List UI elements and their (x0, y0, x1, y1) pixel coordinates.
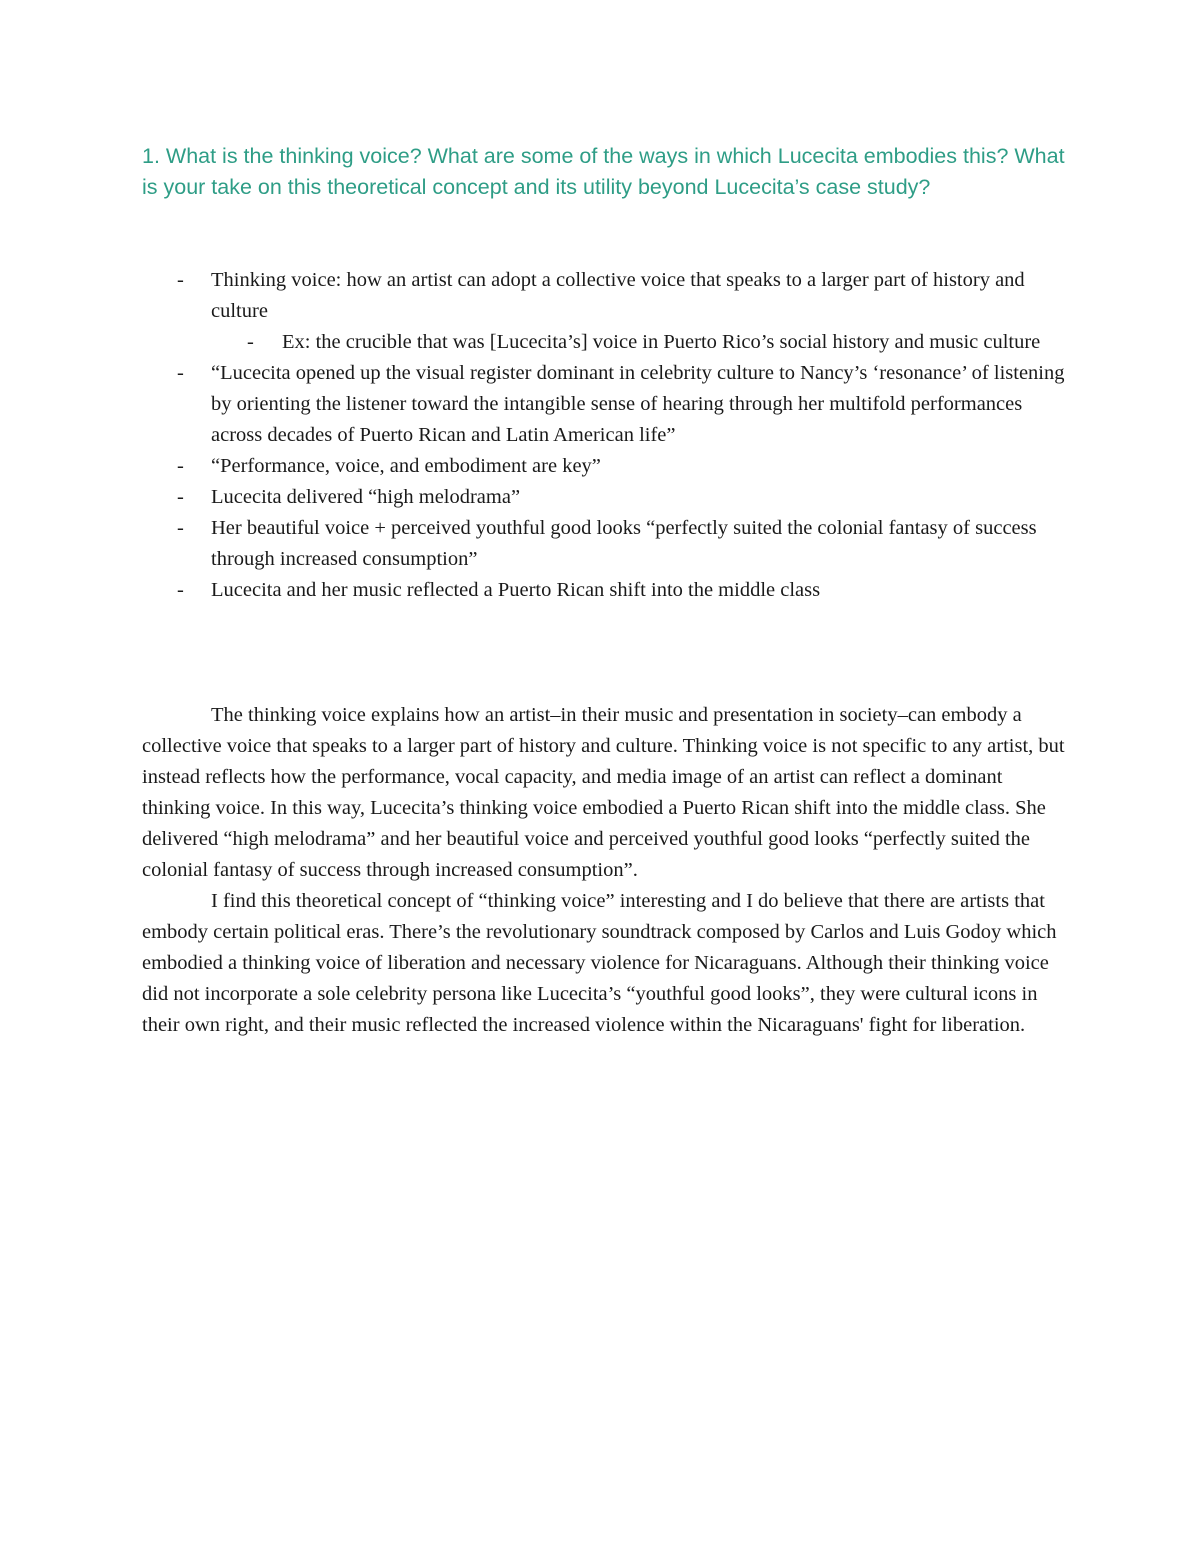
notes-bullet-list (142, 265, 1072, 606)
essay-paragraph: I find this theoretical concept of “thinking voice” interesting and I do believe that there are artists that embody certain political eras. There’s the revolutionary soundtrack composed by Carlos and Luis Godoy which embodied a thinking voice of liberation and necessary violence for Nicaraguans. Although their thinking voice did not incorporate a sole celebrity persona like Lucecita’s “youthful good looks”, they were cultural icons in their own right, and their music reflected the increased violence within the Nicaraguans' fight for liberation. (142, 890, 1057, 1036)
bullet-item: - “Performance, voice, and embodiment are key” (142, 451, 1072, 482)
bullet-item: - Lucecita and her music reflected a Puerto Rican shift into the middle class (142, 575, 1072, 606)
bullet-item: - “Lucecita opened up the visual register dominant in celebrity culture to Nancy’s ‘resonance’ of listening by orienting the listener toward the intangible sense of hearing through her multifold performances across decades of Puerto Rican and Latin American life” (142, 358, 1072, 451)
essay-body (142, 700, 1072, 1041)
bullet-item: - Her beautiful voice + perceived youthful good looks “perfectly suited the colonial fantasy of success through increased consumption” (142, 513, 1072, 575)
essay-paragraph: The thinking voice explains how an artist–in their music and presentation in society–can embody a collective voice that speaks to a larger part of history and culture. Thinking voice is not specific to any artist, but instead reflects how the performance, vocal capacity, and media image of an artist can reflect a dominant thinking voice. In this way, Lucecita’s thinking voice embodied a Puerto Rican shift into the middle class. She delivered “high melodrama” and her beautiful voice and perceived youthful good looks “perfectly suited the colonial fantasy of success through increased consumption”. (142, 704, 1065, 881)
sub-bullet-item: - Ex: the crucible that was [Lucecita’s] voice in Puerto Rico’s social history and music culture (142, 327, 1072, 358)
question-heading: 1. What is the thinking voice? What are some of the ways in which Lucecita embodies this? What is your take on this theoretical concept and its utility beyond Lucecita’s case study? (142, 144, 1065, 199)
bullet-item: - Thinking voice: how an artist can adopt a collective voice that speaks to a larger part of history and culture (142, 265, 1072, 327)
bullet-item: - Lucecita delivered “high melodrama” (142, 482, 1072, 513)
